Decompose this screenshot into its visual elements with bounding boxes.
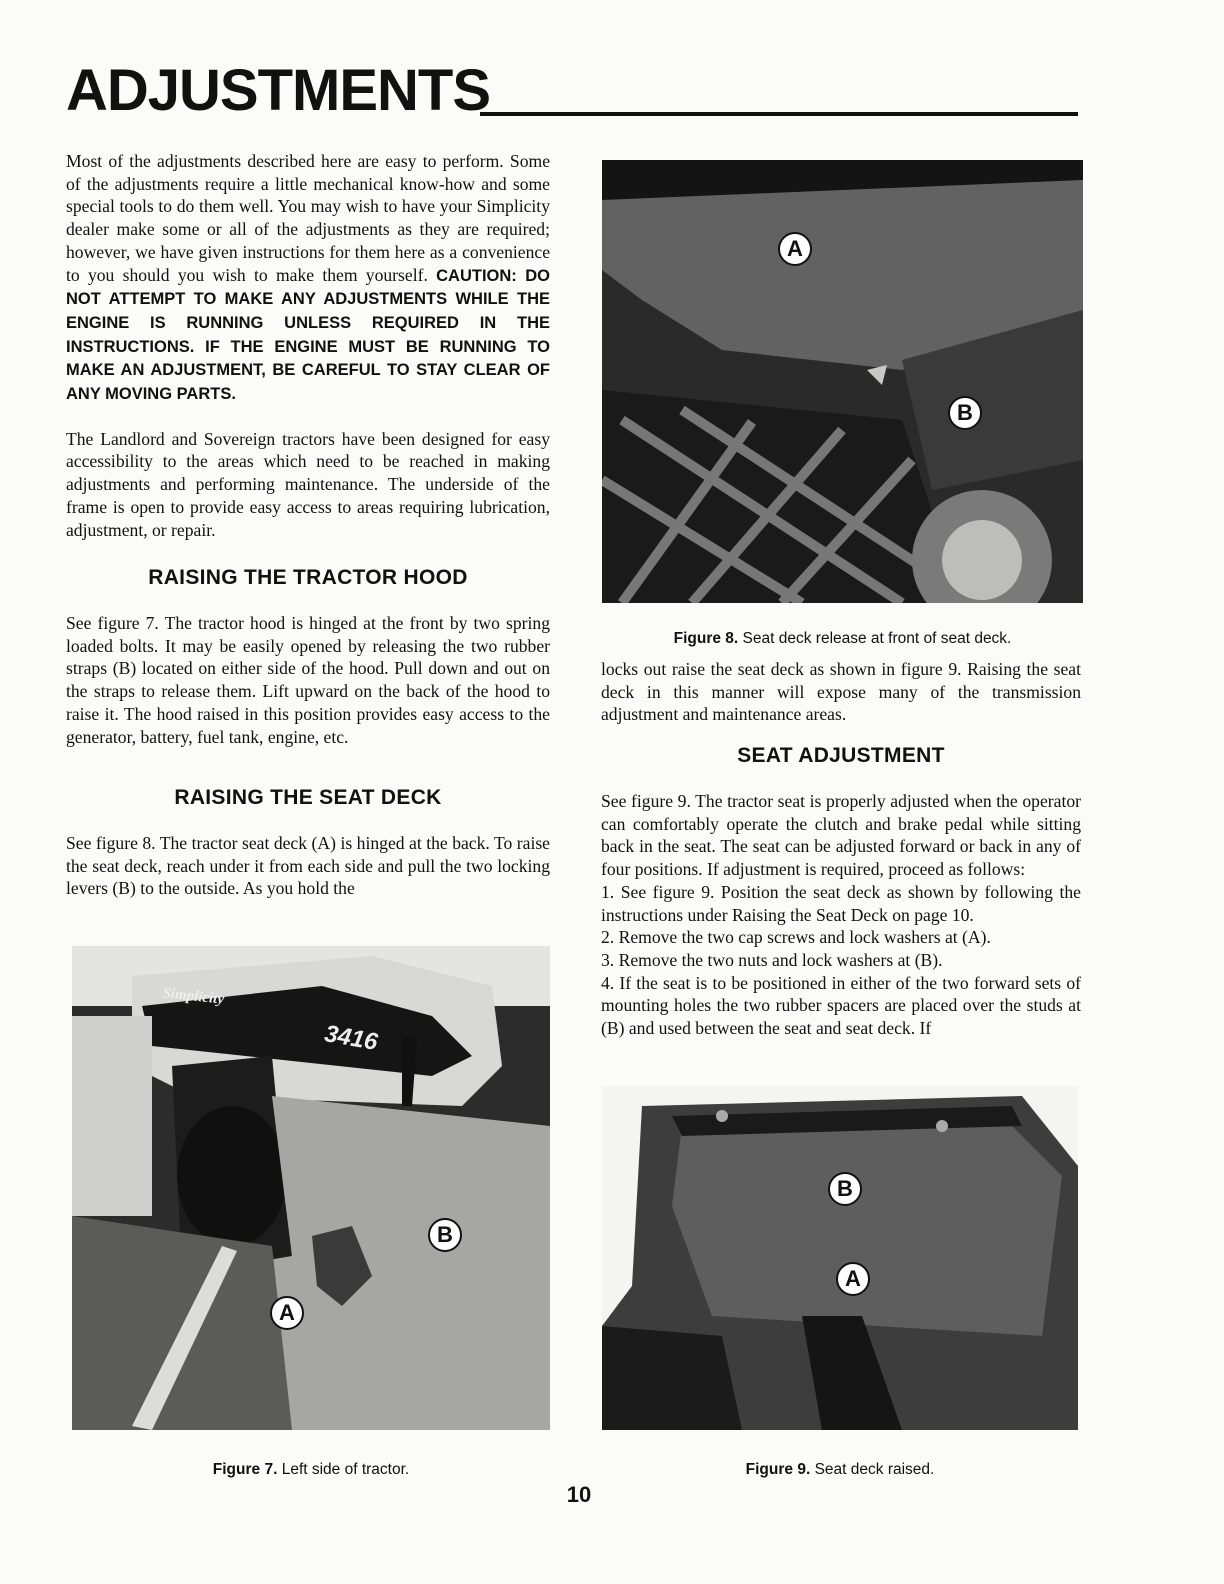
step-item: 4. If the seat is to be positioned in either of the two forward sets of mounting holes the two rubber spacers are placed over the studs at (B) and used between the seat and seat deck. If: [601, 972, 1081, 1039]
decal-brand: Simplicity: [161, 985, 225, 1008]
intro-section: [66, 150, 550, 541]
figure-7-callout-b: B: [428, 1218, 462, 1252]
hood-section: [66, 566, 550, 748]
figure-8-caption: [602, 630, 1083, 648]
decal-model: 3416: [322, 1020, 380, 1057]
seat-deck-continued-text: locks out raise the seat deck as shown in figure 9. Raising the seat deck in this manner will expose many of the transmission adjustment and maintenance areas.: [601, 659, 1081, 725]
figure-9-caption-text: Seat deck raised.: [814, 1461, 935, 1478]
figure-7-image: [72, 946, 550, 1430]
intro-text: Most of the adjustments described here are easy to perform. Some of the adjustments require a little mechanical know-how and some special tools to do them well. You may wish to have your Simplicity dealer make some or all of the adjustments as they are required; however, we have given instructions for them here as a convenience to you should you wish to make them yourself.: [66, 151, 550, 285]
figure-7-callout-a: A: [270, 1296, 304, 1330]
figure-9-caption: [602, 1461, 1078, 1479]
seat-adjustment-steps: [601, 881, 1081, 1040]
seat-adjustment-section: [601, 744, 1081, 1040]
figure-9-callout-b: B: [828, 1172, 862, 1206]
page-number: 10: [566, 1482, 592, 1507]
intro-paragraph-1: [66, 150, 550, 406]
figure-9-label: Figure 9.: [745, 1461, 811, 1478]
seat-deck-section: [66, 786, 550, 900]
figure-8-callout-a: A: [778, 232, 812, 266]
hood-heading: RAISING THE TRACTOR HOOD: [148, 566, 468, 589]
figure-9-callout-a: A: [836, 1262, 870, 1296]
figure-7-caption-text: Left side of tractor.: [281, 1461, 410, 1478]
figure-7-caption: [72, 1461, 550, 1479]
seat-deck-continued: [601, 658, 1081, 726]
page-title: ADJUSTMENTS: [66, 58, 491, 123]
figure-8-image: [602, 160, 1083, 603]
seat-adjustment-heading: SEAT ADJUSTMENT: [737, 744, 945, 767]
page-header: [66, 58, 1078, 124]
figure-9-image: [602, 1086, 1078, 1430]
figure-8-caption-text: Seat deck release at front of seat deck.: [742, 630, 1012, 647]
seat-deck-heading: RAISING THE SEAT DECK: [174, 786, 442, 809]
step-item: 3. Remove the two nuts and lock washers at (B).: [601, 949, 943, 970]
step-item: 2. Remove the two cap screws and lock washers at (A).: [601, 927, 991, 948]
figure-8-label: Figure 8.: [673, 630, 739, 647]
caution-text: CAUTION: DO NOT ATTEMPT TO MAKE ANY ADJUSTMENTS WHILE THE ENGINE IS RUNNING UNLESS REQUIRED IN THE INSTRUCTIONS. IF THE ENGINE MUST BE RUNNING TO MAKE AN ADJUSTMENT, BE CAREFUL TO STAY CLEAR OF ANY MOVING PARTS.: [66, 266, 550, 404]
figure-8-callout-b: B: [948, 396, 982, 430]
step-item: 1. See figure 9. Position the seat deck as shown by following the instructions under Raising the Seat Deck on page 10.: [601, 881, 1081, 925]
intro-paragraph-2: The Landlord and Sovereign tractors have been designed for easy accessibility to the areas which need to be reached in making adjustments and performing maintenance. The underside of the frame is open to provide easy access to areas requiring lubrication, adjustment, or repair.: [66, 428, 550, 540]
seat-adjustment-text: See figure 9. The tractor seat is properly adjusted when the operator can comfortably operate the clutch and brake pedal while sitting back in the seat. The seat can be adjusted forward or back in any of four positions. If adjustment is required, proceed as follows:: [601, 791, 1081, 880]
seat-deck-text: See figure 8. The tractor seat deck (A) is hinged at the back. To raise the seat deck, reach under it from each side and pull the two locking levers (B) to the outside. As you hold the: [66, 833, 550, 899]
figure-7-label: Figure 7.: [212, 1461, 278, 1478]
hood-text: See figure 7. The tractor hood is hinged at the front by two spring loaded bolts. It may be easily opened by releasing the two rubber straps (B) located on either side of the hood. Pull down and out on the straps to release them. Lift upward on the back of the hood to raise it. The hood raised in this position provides easy access to the generator, battery, fuel tank, engine, etc.: [66, 613, 550, 747]
title-rule: [480, 112, 1078, 116]
